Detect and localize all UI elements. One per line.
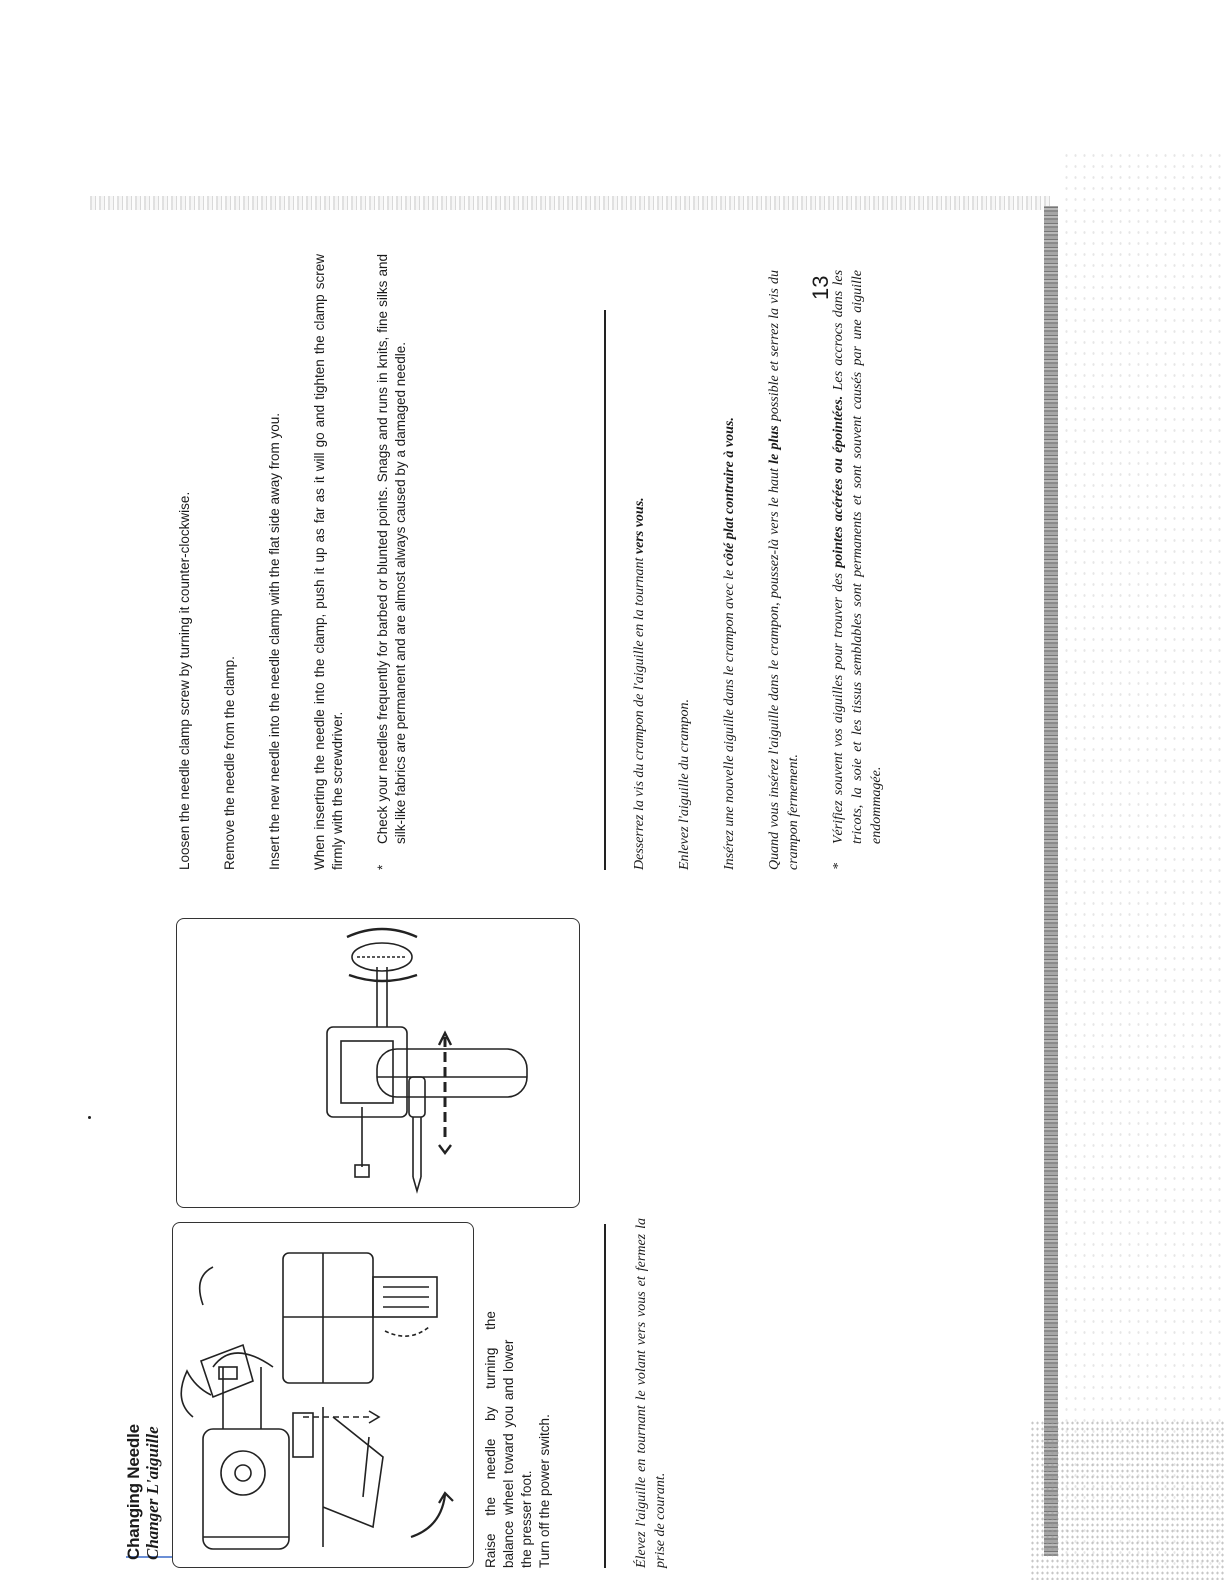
title-french: Changer L'aiguille — [143, 1426, 162, 1560]
divider-right — [604, 310, 606, 870]
caption-line: Raise the needle by turning the — [483, 1311, 498, 1568]
note-en-text: Check your needles frequently for barbed or blunted points. Snags and runs in knits, fine silks and silk-like fabrics are permanent and are almost always caused by a damaged needle. — [375, 254, 408, 844]
scan-corner-speckle — [1030, 1420, 1224, 1580]
page-number: 13 — [808, 275, 833, 300]
caption-line: the presser foot. — [519, 1470, 534, 1568]
note-english — [374, 254, 410, 870]
scan-right-edge — [1044, 206, 1058, 1556]
scan-dot — [88, 1116, 91, 1119]
step-fr-4-text: Quand vous insérez l'aiguille dans le crampon, poussez-là vers le haut — [767, 463, 782, 870]
figure-needle-clamp — [176, 918, 580, 1208]
note-asterisk: * — [375, 864, 390, 870]
needle-clamp-illustration — [177, 919, 579, 1207]
caption-line: Turn off the power switch. — [537, 1414, 552, 1568]
step-fr-1 — [630, 270, 649, 870]
note-fr-emphasis: pointes acérées ou épointées. — [831, 395, 846, 568]
caption-french: Élevez l'aiguille en tournant le volant vers vous et fermez la prise de courant. — [634, 1218, 668, 1568]
step-en-1: Loosen the needle clamp screw by turning it counter-clockwise. — [177, 491, 192, 870]
title-english: Changing Needle — [124, 1424, 143, 1560]
note-asterisk: * — [831, 863, 846, 870]
step-fr-4-emphasis: le plus — [767, 425, 782, 464]
note-fr-text: Vérifiez souvent vos aiguilles pour trouver des — [831, 567, 846, 844]
note-french — [829, 270, 886, 870]
rotated-page — [100, 200, 900, 1580]
step-fr-2: Enlevez l'aiguille du crampon. — [677, 699, 692, 870]
instructions-english — [176, 254, 410, 870]
step-en-3: Insert the new needle into the needle clamp with the flat side away from you. — [267, 412, 282, 870]
raise-needle-illustration — [173, 1223, 473, 1567]
step-fr-3-emphasis: côté plat contraire à vous. — [722, 417, 737, 567]
instructions-french — [630, 270, 886, 870]
step-fr-3 — [720, 270, 739, 870]
step-fr-1-text: Desserrez la vis du crampon de l'aiguille en la tournant — [632, 554, 647, 870]
note-fr-text-end: Les accrocs dans les tricots, la soie et les tissus semblables sont permanents et sont souvent causés par une aiguille endommagée. — [831, 269, 884, 844]
step-fr-4 — [765, 270, 803, 870]
divider-left — [604, 1224, 606, 1568]
caption-english — [482, 1218, 554, 1568]
step-fr-3-text: Insérez une nouvelle aiguille dans le crampon avec le — [722, 566, 737, 870]
caption-line: balance wheel toward you and lower — [501, 1339, 516, 1568]
step-fr-4-text-end: possible et serrez la vis du crampon fermement. — [767, 269, 801, 870]
step-en-4: When inserting the needle into the clamp, push it up as far as it will go and tighten the clamp screw firmly with the screwdriver. — [312, 254, 345, 870]
figure-raise-needle — [172, 1222, 474, 1568]
step-en-2: Remove the needle from the clamp. — [222, 656, 237, 870]
scan-speckle — [1062, 150, 1222, 1570]
step-fr-1-emphasis: vers vous. — [632, 497, 647, 555]
